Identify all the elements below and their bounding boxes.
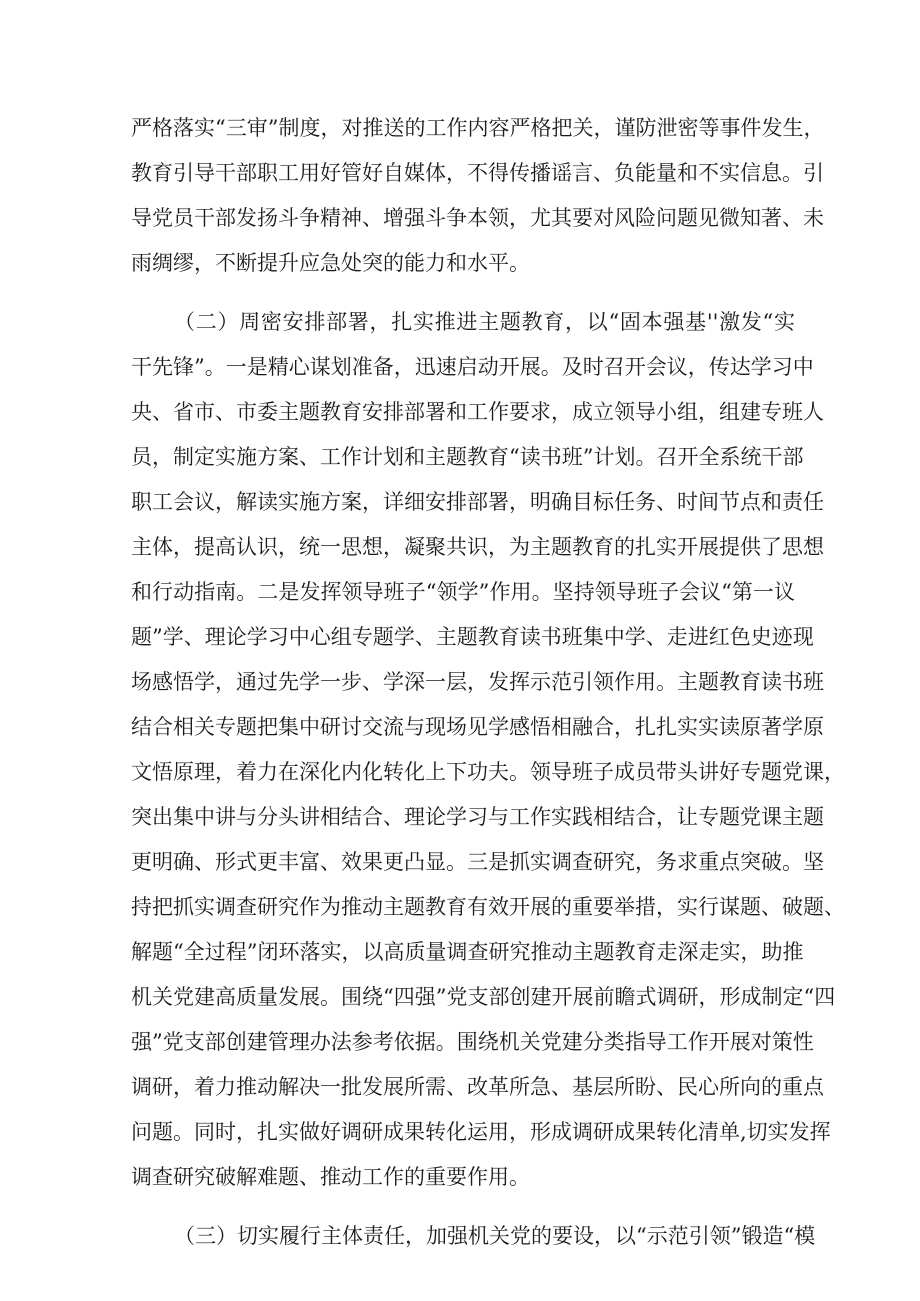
section-heading-two: （二）周密安排部署，扎实推进主题教育，以“固本强基''激发“实 <box>174 310 795 334</box>
body-text-line: 央、省市、市委主题教育安排部署和工作要求，成立领导小组，组建专班人 <box>131 400 824 424</box>
section-heading-three: （三）切实履行主体责任，加强机关党的要设，以“示范引领”锻造“模 <box>174 1224 816 1248</box>
body-text-line: 调查研究破解难题、推动工作的重要作用。 <box>131 1165 530 1189</box>
body-text-line: 严格落实“三审”制度，对推送的工作内容严格把关，谨防泄密等事件发生， <box>131 116 825 140</box>
body-text-line: 干先锋”。一是精心谋划准备，迅速启动开展。及时召开会议，传达学习中 <box>131 355 814 379</box>
body-text-line: 解题“全过程”闭环落实，以高质量调查研究推动主题教育走深走实，助推 <box>131 940 804 964</box>
body-text-line: 更明确、形式更丰富、效果更凸显。三是抓实调查研究，务求重点突破。坚 <box>131 850 824 874</box>
body-text-line: 持把抓实调查研究作为推动主题教育有效开展的重要举措，实行谋题、破题、 <box>131 895 845 919</box>
body-text-line: 教育引导干部职工用好管好自媒体，不得传播谣言、负能量和不实信息。引 <box>131 161 824 185</box>
body-text-line: 问题。同时，扎实做好调研成果转化运用，形成调研成果转化清单,切实发挥 <box>131 1120 831 1144</box>
body-text-line: 主体，提高认识，统一思想，凝聚共识，为主题教育的扎实开展提供了思想 <box>131 535 824 559</box>
body-text-line: 机关党建高质量发展。围绕“四强”党支部创建开展前瞻式调研，形成制定“四 <box>131 985 836 1009</box>
body-text-line: 雨绸缪，不断提升应急处突的能力和水平。 <box>131 251 530 275</box>
body-text-line: 文悟原理，着力在深化内化转化上下功夫。领导班子成员带头讲好专题党课， <box>131 760 845 784</box>
body-text-line: 和行动指南。二是发挥领导班子“领学”作用。坚持领导班子会议“第一议 <box>131 580 795 604</box>
body-text-line: 导党员干部发扬斗争精神、增强斗争本领，尤其要对风险问题见微知著、未 <box>131 206 824 230</box>
body-text-line: 结合相关专题把集中研讨交流与现场见学感悟相融合，扎扎实实读原著学原 <box>131 715 824 739</box>
body-text-line: 职工会议，解读实施方案，详细安排部署，明确目标任务、时间节点和责任 <box>131 490 824 514</box>
body-text-line: 题”学、理论学习中心组专题学、主题教育读书班集中学、走进红色史迹现 <box>131 625 814 649</box>
body-text-line: 调研，着力推动解决一批发展所需、改革所急、基层所盼、民心所向的重点 <box>131 1075 824 1099</box>
body-text-line: 场感悟学，通过先学一步、学深一层，发挥示范引领作用。主题教育读书班 <box>131 670 824 694</box>
body-text-line: 强”党支部创建管理办法参考依据。围绕机关党建分类指导工作开展对策性 <box>131 1030 814 1054</box>
body-text-line: 突出集中讲与分头讲相结合、理论学习与工作实践相结合，让专题党课主题 <box>131 805 824 829</box>
body-text-line: 员，制定实施方案、工作计划和主题教育“读书班”计划。召开全系统干部 <box>131 445 804 469</box>
